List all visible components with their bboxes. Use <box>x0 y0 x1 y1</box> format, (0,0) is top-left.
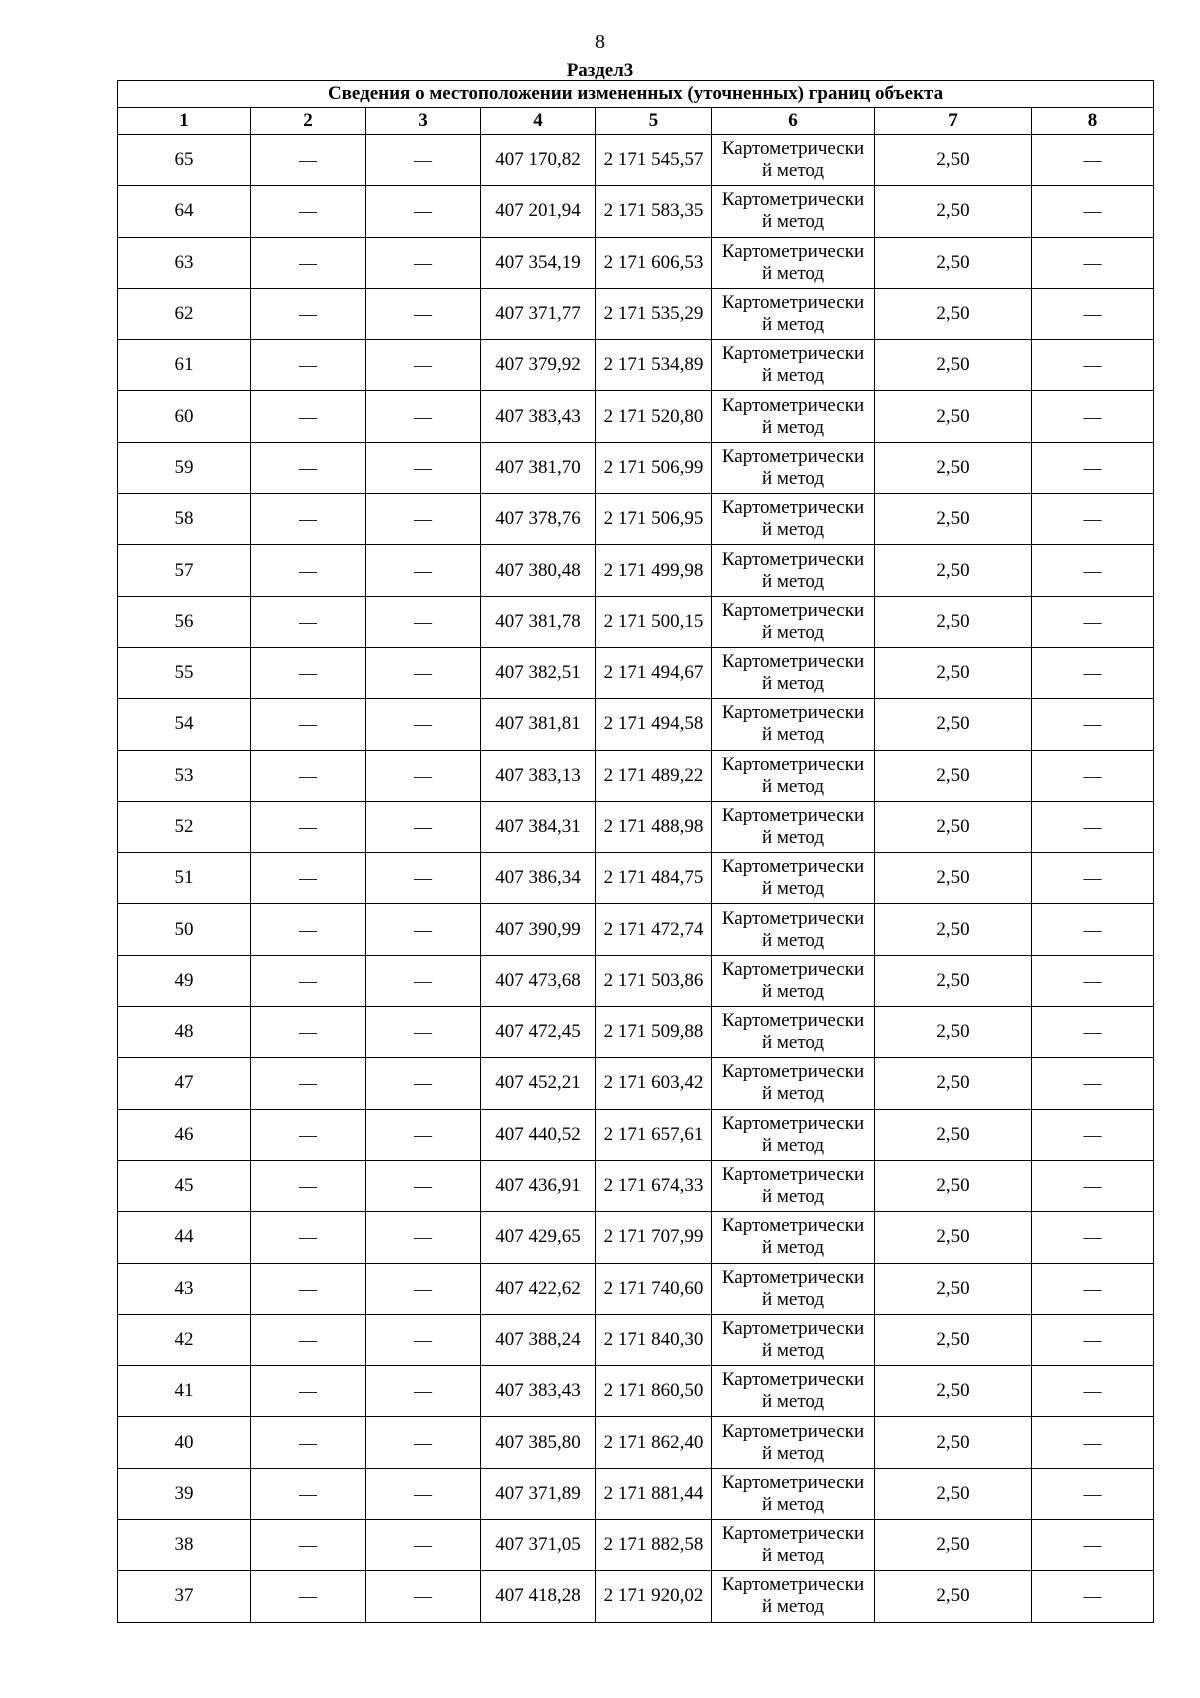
coordinate-x-cell: 407 440,52 <box>481 1109 596 1160</box>
empty-dash-cell: — <box>366 237 481 288</box>
empty-dash-cell: — <box>1032 1212 1154 1263</box>
point-number-cell: 41 <box>118 1366 251 1417</box>
coordinate-y-cell: 2 171 520,80 <box>596 391 712 442</box>
empty-dash-cell: — <box>251 1366 366 1417</box>
coordinate-y-cell: 2 171 535,29 <box>596 288 712 339</box>
empty-dash-cell: — <box>251 647 366 698</box>
empty-dash-cell: — <box>366 1007 481 1058</box>
empty-dash-cell: — <box>251 237 366 288</box>
coordinate-y-cell: 2 171 494,67 <box>596 647 712 698</box>
table-row <box>118 494 1154 545</box>
empty-dash-cell: — <box>1032 596 1154 647</box>
method-cell: Картометрически й метод <box>712 699 875 750</box>
table-row <box>118 288 1154 339</box>
accuracy-cell: 2,50 <box>875 955 1032 1006</box>
table-row <box>118 853 1154 904</box>
method-cell: Картометрически й метод <box>712 1468 875 1519</box>
coordinate-y-cell: 2 171 606,53 <box>596 237 712 288</box>
coordinate-x-cell: 407 383,43 <box>481 1366 596 1417</box>
empty-dash-cell: — <box>1032 340 1154 391</box>
coordinate-x-cell: 407 436,91 <box>481 1160 596 1211</box>
empty-dash-cell: — <box>366 647 481 698</box>
empty-dash-cell: — <box>366 1314 481 1365</box>
coordinate-y-cell: 2 171 583,35 <box>596 186 712 237</box>
table-row <box>118 135 1154 186</box>
point-number-cell: 48 <box>118 1007 251 1058</box>
point-number-cell: 45 <box>118 1160 251 1211</box>
method-cell: Картометрически й метод <box>712 288 875 339</box>
point-number-cell: 51 <box>118 853 251 904</box>
empty-dash-cell: — <box>251 442 366 493</box>
coordinate-x-cell: 407 473,68 <box>481 955 596 1006</box>
empty-dash-cell: — <box>251 853 366 904</box>
method-cell: Картометрически й метод <box>712 1417 875 1468</box>
method-cell: Картометрически й метод <box>712 237 875 288</box>
point-number-cell: 62 <box>118 288 251 339</box>
accuracy-cell: 2,50 <box>875 801 1032 852</box>
section-title: Раздел3 <box>566 60 634 81</box>
accuracy-cell: 2,50 <box>875 186 1032 237</box>
accuracy-cell: 2,50 <box>875 647 1032 698</box>
empty-dash-cell: — <box>251 1314 366 1365</box>
empty-dash-cell: — <box>251 494 366 545</box>
table-row <box>118 801 1154 852</box>
table-row <box>118 1263 1154 1314</box>
accuracy-cell: 2,50 <box>875 1007 1032 1058</box>
accuracy-cell: 2,50 <box>875 391 1032 442</box>
coordinate-y-cell: 2 171 509,88 <box>596 1007 712 1058</box>
point-number-cell: 58 <box>118 494 251 545</box>
method-cell: Картометрически й метод <box>712 1109 875 1160</box>
coordinate-y-cell: 2 171 499,98 <box>596 545 712 596</box>
table-row <box>118 904 1154 955</box>
empty-dash-cell: — <box>251 955 366 1006</box>
empty-dash-cell: — <box>1032 494 1154 545</box>
table-row <box>118 1212 1154 1263</box>
empty-dash-cell: — <box>251 340 366 391</box>
accuracy-cell: 2,50 <box>875 699 1032 750</box>
page-number: 8 <box>595 31 605 53</box>
empty-dash-cell: — <box>366 1571 481 1622</box>
empty-dash-cell: — <box>251 391 366 442</box>
point-number-cell: 54 <box>118 699 251 750</box>
empty-dash-cell: — <box>251 801 366 852</box>
coordinate-y-cell: 2 171 840,30 <box>596 1314 712 1365</box>
table-row <box>118 1366 1154 1417</box>
method-cell: Картометрически й метод <box>712 186 875 237</box>
accuracy-cell: 2,50 <box>875 1468 1032 1519</box>
empty-dash-cell: — <box>1032 1520 1154 1571</box>
column-number: 5 <box>596 108 712 135</box>
empty-dash-cell: — <box>366 186 481 237</box>
point-number-cell: 42 <box>118 1314 251 1365</box>
coordinate-y-cell: 2 171 534,89 <box>596 340 712 391</box>
coordinate-x-cell: 407 418,28 <box>481 1571 596 1622</box>
empty-dash-cell: — <box>366 340 481 391</box>
point-number-cell: 44 <box>118 1212 251 1263</box>
coordinate-y-cell: 2 171 472,74 <box>596 904 712 955</box>
method-cell: Картометрически й метод <box>712 853 875 904</box>
coordinate-y-cell: 2 171 506,95 <box>596 494 712 545</box>
coordinate-x-cell: 407 354,19 <box>481 237 596 288</box>
table-row <box>118 442 1154 493</box>
accuracy-cell: 2,50 <box>875 494 1032 545</box>
coordinate-y-cell: 2 171 707,99 <box>596 1212 712 1263</box>
empty-dash-cell: — <box>1032 699 1154 750</box>
empty-dash-cell: — <box>366 1109 481 1160</box>
coordinate-y-cell: 2 171 500,15 <box>596 596 712 647</box>
coordinate-y-cell: 2 171 503,86 <box>596 955 712 1006</box>
point-number-cell: 49 <box>118 955 251 1006</box>
coordinate-x-cell: 407 385,80 <box>481 1417 596 1468</box>
method-cell: Картометрически й метод <box>712 596 875 647</box>
method-cell: Картометрически й метод <box>712 1366 875 1417</box>
coordinate-y-cell: 2 171 603,42 <box>596 1058 712 1109</box>
empty-dash-cell: — <box>1032 1571 1154 1622</box>
point-number-cell: 53 <box>118 750 251 801</box>
method-cell: Картометрически й метод <box>712 391 875 442</box>
method-cell: Картометрически й метод <box>712 750 875 801</box>
empty-dash-cell: — <box>251 904 366 955</box>
empty-dash-cell: — <box>366 750 481 801</box>
column-number: 6 <box>712 108 875 135</box>
accuracy-cell: 2,50 <box>875 545 1032 596</box>
method-cell: Картометрически й метод <box>712 801 875 852</box>
coordinate-y-cell: 2 171 484,75 <box>596 853 712 904</box>
table-row <box>118 647 1154 698</box>
empty-dash-cell: — <box>366 699 481 750</box>
accuracy-cell: 2,50 <box>875 1263 1032 1314</box>
column-number: 7 <box>875 108 1032 135</box>
coordinate-x-cell: 407 383,13 <box>481 750 596 801</box>
column-number-row <box>118 108 1154 135</box>
table-row <box>118 1468 1154 1519</box>
coordinate-y-cell: 2 171 545,57 <box>596 135 712 186</box>
coordinate-y-cell: 2 171 740,60 <box>596 1263 712 1314</box>
accuracy-cell: 2,50 <box>875 1160 1032 1211</box>
point-number-cell: 52 <box>118 801 251 852</box>
coordinate-x-cell: 407 382,51 <box>481 647 596 698</box>
coordinate-x-cell: 407 380,48 <box>481 545 596 596</box>
table-body <box>118 135 1154 1623</box>
table-row <box>118 596 1154 647</box>
empty-dash-cell: — <box>366 1468 481 1519</box>
empty-dash-cell: — <box>251 288 366 339</box>
empty-dash-cell: — <box>251 1058 366 1109</box>
coordinate-y-cell: 2 171 862,40 <box>596 1417 712 1468</box>
method-cell: Картометрически й метод <box>712 1314 875 1365</box>
empty-dash-cell: — <box>1032 750 1154 801</box>
empty-dash-cell: — <box>366 135 481 186</box>
empty-dash-cell: — <box>366 955 481 1006</box>
empty-dash-cell: — <box>1032 853 1154 904</box>
accuracy-cell: 2,50 <box>875 340 1032 391</box>
method-cell: Картометрически й метод <box>712 340 875 391</box>
empty-dash-cell: — <box>366 1366 481 1417</box>
coordinate-x-cell: 407 381,78 <box>481 596 596 647</box>
table-row <box>118 1007 1154 1058</box>
empty-dash-cell: — <box>251 186 366 237</box>
coordinate-y-cell: 2 171 920,02 <box>596 1571 712 1622</box>
table-row <box>118 1160 1154 1211</box>
coordinate-x-cell: 407 379,92 <box>481 340 596 391</box>
column-number: 8 <box>1032 108 1154 135</box>
empty-dash-cell: — <box>1032 135 1154 186</box>
coordinate-y-cell: 2 171 489,22 <box>596 750 712 801</box>
coordinate-x-cell: 407 170,82 <box>481 135 596 186</box>
table-row <box>118 391 1154 442</box>
empty-dash-cell: — <box>366 1520 481 1571</box>
coordinate-x-cell: 407 386,34 <box>481 853 596 904</box>
coordinate-y-cell: 2 171 674,33 <box>596 1160 712 1211</box>
method-cell: Картометрически й метод <box>712 904 875 955</box>
empty-dash-cell: — <box>1032 1058 1154 1109</box>
empty-dash-cell: — <box>1032 955 1154 1006</box>
coordinate-x-cell: 407 384,31 <box>481 801 596 852</box>
table-row <box>118 699 1154 750</box>
accuracy-cell: 2,50 <box>875 288 1032 339</box>
empty-dash-cell: — <box>366 853 481 904</box>
method-cell: Картометрически й метод <box>712 955 875 1006</box>
empty-dash-cell: — <box>1032 904 1154 955</box>
empty-dash-cell: — <box>251 1263 366 1314</box>
point-number-cell: 55 <box>118 647 251 698</box>
coordinate-y-cell: 2 171 657,61 <box>596 1109 712 1160</box>
coordinate-x-cell: 407 371,05 <box>481 1520 596 1571</box>
method-cell: Картометрически й метод <box>712 1520 875 1571</box>
table-row <box>118 545 1154 596</box>
accuracy-cell: 2,50 <box>875 1109 1032 1160</box>
empty-dash-cell: — <box>251 699 366 750</box>
empty-dash-cell: — <box>251 1007 366 1058</box>
empty-dash-cell: — <box>1032 442 1154 493</box>
point-number-cell: 47 <box>118 1058 251 1109</box>
method-cell: Картометрически й метод <box>712 1058 875 1109</box>
point-number-cell: 59 <box>118 442 251 493</box>
empty-dash-cell: — <box>1032 647 1154 698</box>
method-cell: Картометрически й метод <box>712 647 875 698</box>
table-row <box>118 340 1154 391</box>
accuracy-cell: 2,50 <box>875 442 1032 493</box>
empty-dash-cell: — <box>251 1468 366 1519</box>
empty-dash-cell: — <box>1032 1109 1154 1160</box>
coordinate-x-cell: 407 383,43 <box>481 391 596 442</box>
empty-dash-cell: — <box>1032 1468 1154 1519</box>
accuracy-cell: 2,50 <box>875 853 1032 904</box>
empty-dash-cell: — <box>1032 1366 1154 1417</box>
empty-dash-cell: — <box>1032 1160 1154 1211</box>
coordinate-y-cell: 2 171 506,99 <box>596 442 712 493</box>
point-number-cell: 50 <box>118 904 251 955</box>
point-number-cell: 37 <box>118 1571 251 1622</box>
method-cell: Картометрически й метод <box>712 135 875 186</box>
point-number-cell: 61 <box>118 340 251 391</box>
accuracy-cell: 2,50 <box>875 1212 1032 1263</box>
coordinate-x-cell: 407 429,65 <box>481 1212 596 1263</box>
empty-dash-cell: — <box>366 1058 481 1109</box>
empty-dash-cell: — <box>251 596 366 647</box>
table-row <box>118 1520 1154 1571</box>
point-number-cell: 63 <box>118 237 251 288</box>
empty-dash-cell: — <box>251 1571 366 1622</box>
accuracy-cell: 2,50 <box>875 237 1032 288</box>
empty-dash-cell: — <box>366 442 481 493</box>
method-cell: Картометрически й метод <box>712 494 875 545</box>
empty-dash-cell: — <box>251 135 366 186</box>
coordinate-x-cell: 407 378,76 <box>481 494 596 545</box>
empty-dash-cell: — <box>251 1212 366 1263</box>
table-row <box>118 1417 1154 1468</box>
coordinate-x-cell: 407 381,70 <box>481 442 596 493</box>
empty-dash-cell: — <box>1032 1263 1154 1314</box>
point-number-cell: 56 <box>118 596 251 647</box>
coordinates-table <box>117 80 1154 1623</box>
point-number-cell: 39 <box>118 1468 251 1519</box>
empty-dash-cell: — <box>366 494 481 545</box>
empty-dash-cell: — <box>1032 801 1154 852</box>
empty-dash-cell: — <box>251 1109 366 1160</box>
empty-dash-cell: — <box>1032 186 1154 237</box>
empty-dash-cell: — <box>366 904 481 955</box>
empty-dash-cell: — <box>1032 237 1154 288</box>
accuracy-cell: 2,50 <box>875 904 1032 955</box>
coordinate-x-cell: 407 371,89 <box>481 1468 596 1519</box>
point-number-cell: 65 <box>118 135 251 186</box>
table-caption: Сведения о местоположении измененных (уточненных) границ объекта <box>118 81 1154 108</box>
column-number: 3 <box>366 108 481 135</box>
table-row <box>118 237 1154 288</box>
table-row <box>118 1109 1154 1160</box>
accuracy-cell: 2,50 <box>875 596 1032 647</box>
point-number-cell: 57 <box>118 545 251 596</box>
coordinate-y-cell: 2 171 881,44 <box>596 1468 712 1519</box>
coordinate-y-cell: 2 171 860,50 <box>596 1366 712 1417</box>
point-number-cell: 60 <box>118 391 251 442</box>
table-row <box>118 750 1154 801</box>
method-cell: Картометрически й метод <box>712 1007 875 1058</box>
coordinate-x-cell: 407 371,77 <box>481 288 596 339</box>
empty-dash-cell: — <box>366 1263 481 1314</box>
method-cell: Картометрически й метод <box>712 1571 875 1622</box>
table-row <box>118 955 1154 1006</box>
empty-dash-cell: — <box>366 288 481 339</box>
empty-dash-cell: — <box>251 1160 366 1211</box>
empty-dash-cell: — <box>366 1160 481 1211</box>
coordinate-y-cell: 2 171 488,98 <box>596 801 712 852</box>
accuracy-cell: 2,50 <box>875 1417 1032 1468</box>
coordinate-x-cell: 407 390,99 <box>481 904 596 955</box>
accuracy-cell: 2,50 <box>875 750 1032 801</box>
empty-dash-cell: — <box>366 545 481 596</box>
empty-dash-cell: — <box>251 545 366 596</box>
empty-dash-cell: — <box>251 1520 366 1571</box>
empty-dash-cell: — <box>1032 545 1154 596</box>
coordinate-x-cell: 407 201,94 <box>481 186 596 237</box>
empty-dash-cell: — <box>1032 1314 1154 1365</box>
method-cell: Картометрически й метод <box>712 1212 875 1263</box>
empty-dash-cell: — <box>366 391 481 442</box>
accuracy-cell: 2,50 <box>875 1366 1032 1417</box>
coordinate-x-cell: 407 381,81 <box>481 699 596 750</box>
accuracy-cell: 2,50 <box>875 1520 1032 1571</box>
empty-dash-cell: — <box>366 1212 481 1263</box>
point-number-cell: 38 <box>118 1520 251 1571</box>
point-number-cell: 46 <box>118 1109 251 1160</box>
empty-dash-cell: — <box>1032 288 1154 339</box>
empty-dash-cell: — <box>1032 1007 1154 1058</box>
table-row <box>118 1571 1154 1622</box>
table-row <box>118 1058 1154 1109</box>
empty-dash-cell: — <box>251 1417 366 1468</box>
coordinate-x-cell: 407 422,62 <box>481 1263 596 1314</box>
coordinate-y-cell: 2 171 494,58 <box>596 699 712 750</box>
table-row <box>118 186 1154 237</box>
empty-dash-cell: — <box>1032 1417 1154 1468</box>
method-cell: Картометрически й метод <box>712 545 875 596</box>
column-number: 4 <box>481 108 596 135</box>
method-cell: Картометрически й метод <box>712 442 875 493</box>
coordinate-x-cell: 407 452,21 <box>481 1058 596 1109</box>
empty-dash-cell: — <box>366 1417 481 1468</box>
point-number-cell: 64 <box>118 186 251 237</box>
point-number-cell: 40 <box>118 1417 251 1468</box>
empty-dash-cell: — <box>366 801 481 852</box>
method-cell: Картометрически й метод <box>712 1263 875 1314</box>
column-number: 2 <box>251 108 366 135</box>
accuracy-cell: 2,50 <box>875 135 1032 186</box>
empty-dash-cell: — <box>251 750 366 801</box>
empty-dash-cell: — <box>1032 391 1154 442</box>
coordinate-y-cell: 2 171 882,58 <box>596 1520 712 1571</box>
method-cell: Картометрически й метод <box>712 1160 875 1211</box>
coordinate-x-cell: 407 388,24 <box>481 1314 596 1365</box>
point-number-cell: 43 <box>118 1263 251 1314</box>
column-number: 1 <box>118 108 251 135</box>
coordinate-x-cell: 407 472,45 <box>481 1007 596 1058</box>
accuracy-cell: 2,50 <box>875 1058 1032 1109</box>
accuracy-cell: 2,50 <box>875 1314 1032 1365</box>
table-caption-row <box>118 81 1154 108</box>
empty-dash-cell: — <box>366 596 481 647</box>
table-row <box>118 1314 1154 1365</box>
accuracy-cell: 2,50 <box>875 1571 1032 1622</box>
